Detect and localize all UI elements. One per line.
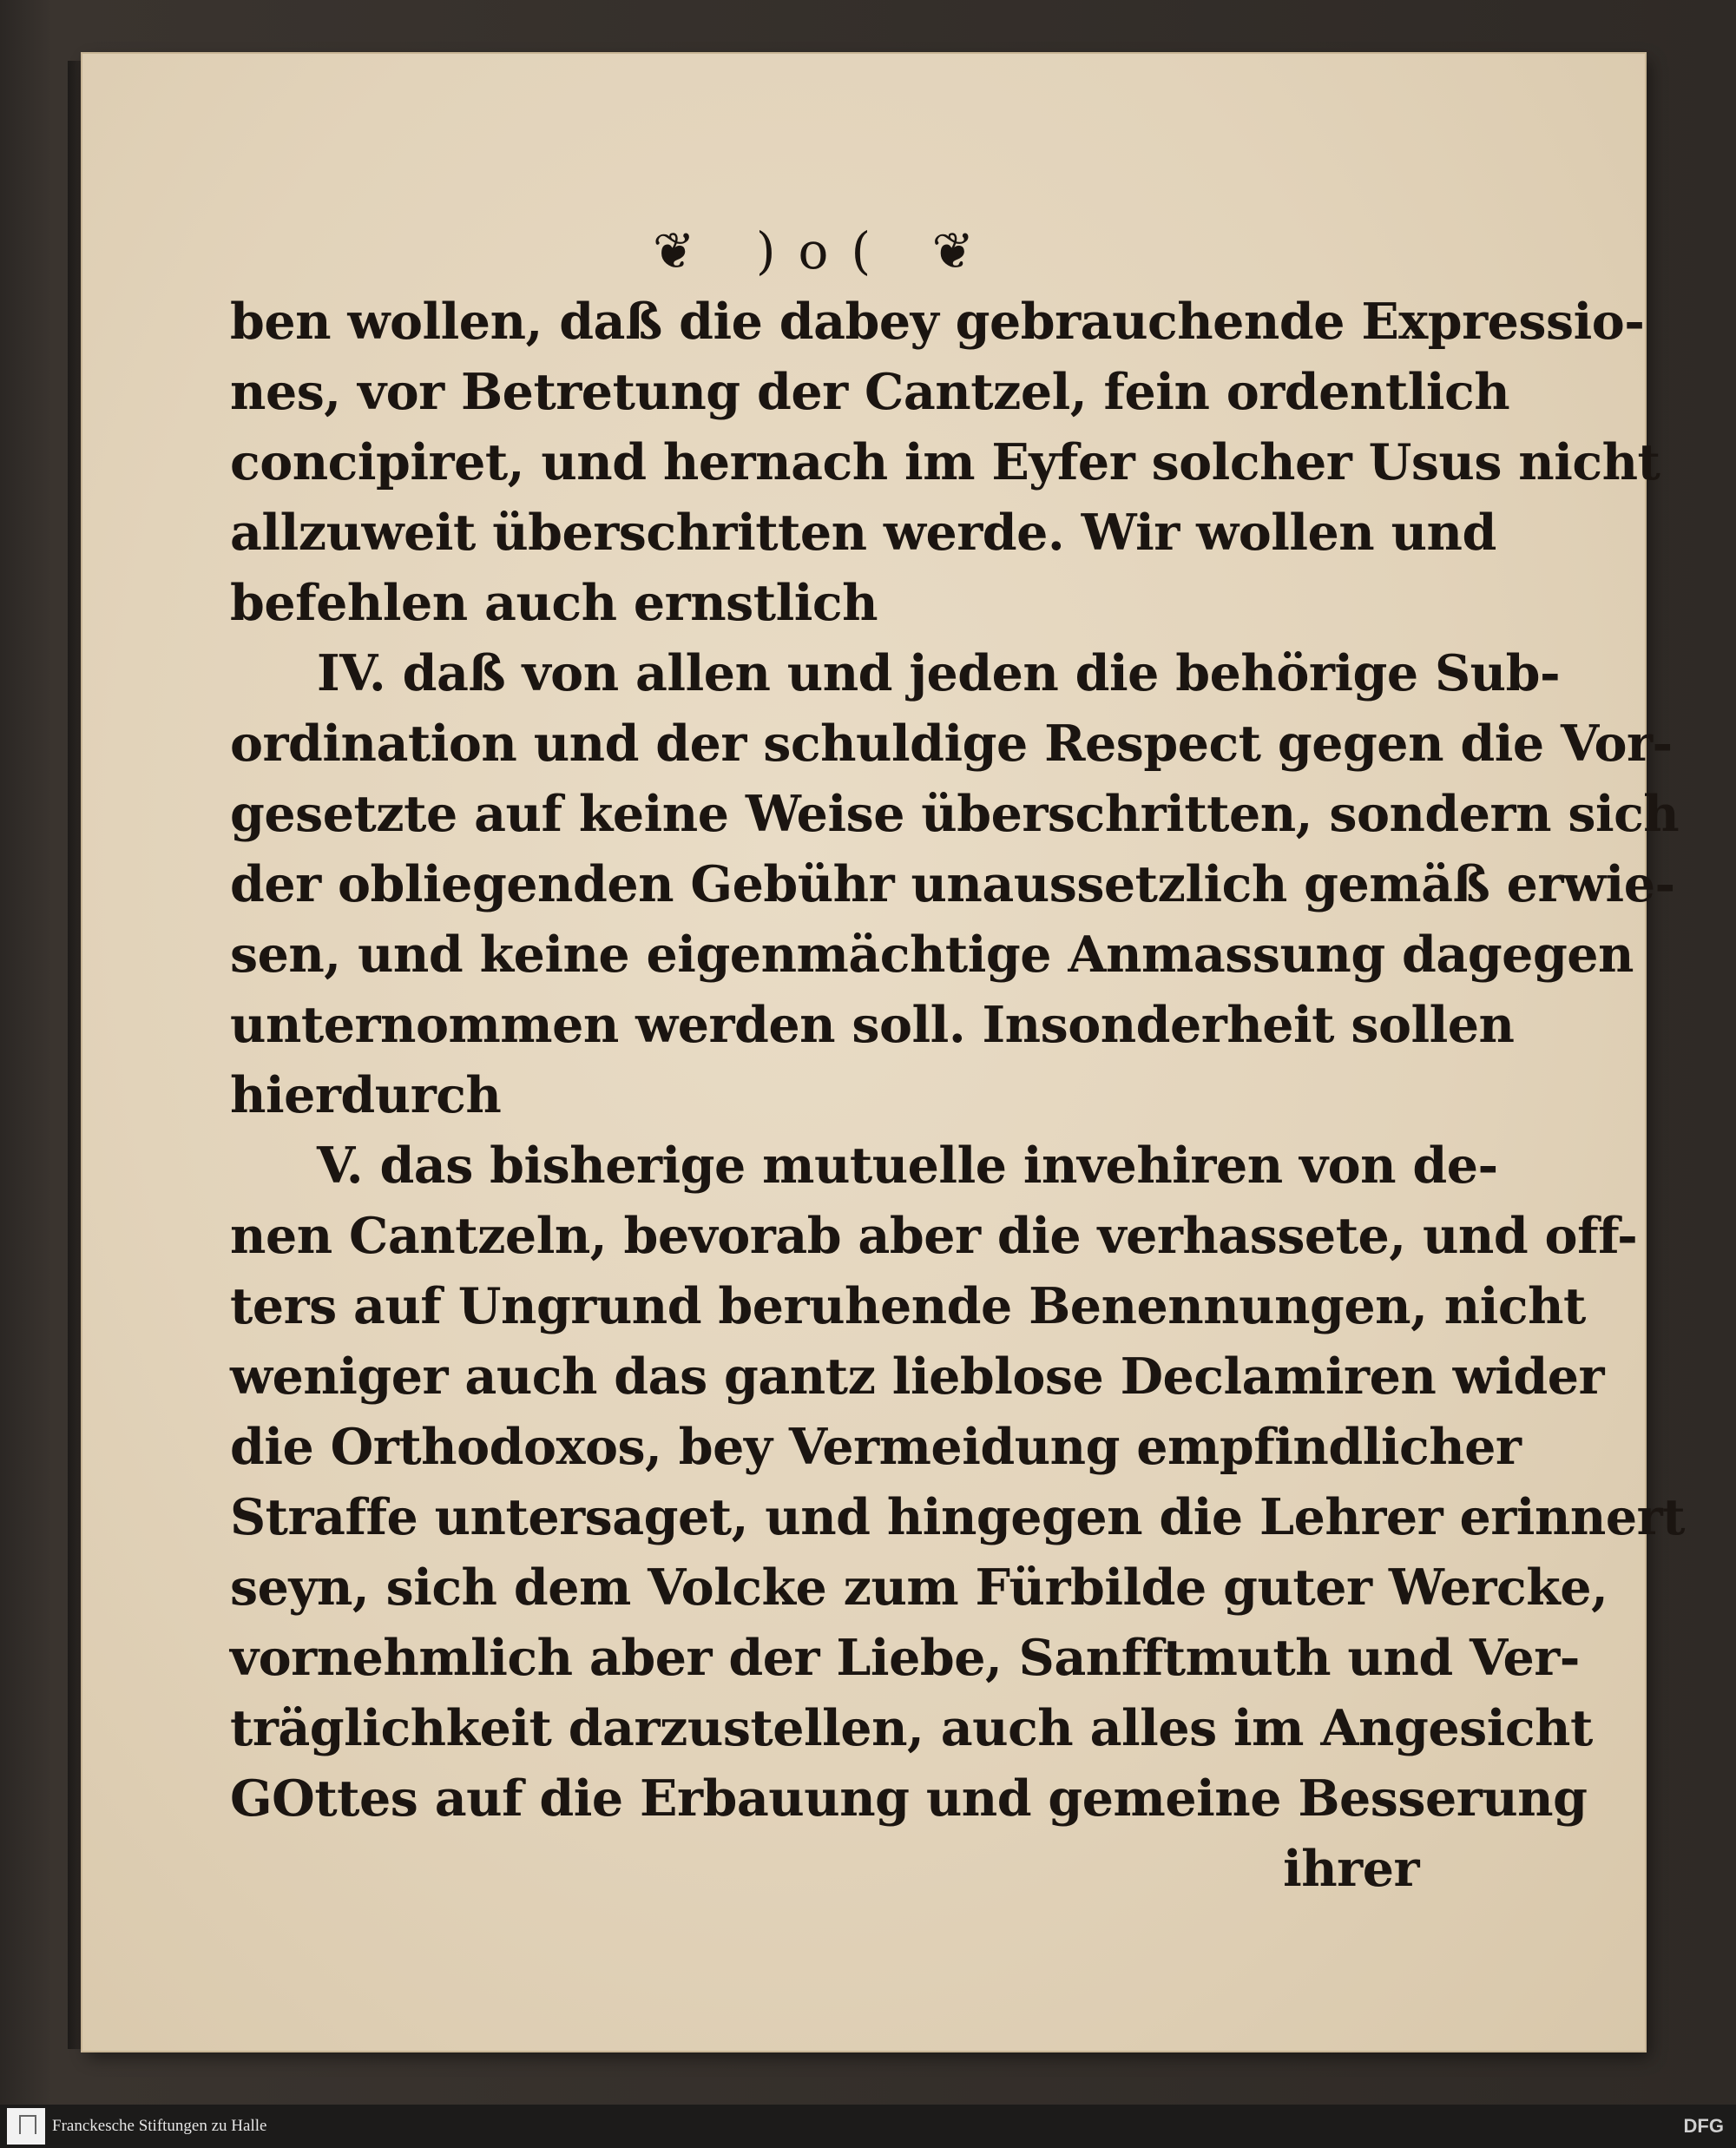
text-line: der obliegenden Gebühr unaussetzlich gemäß erwie- <box>230 855 1675 913</box>
text-line: IV. daß von allen und jeden die behörige Sub- <box>317 644 1561 702</box>
text-line: allzuweit überschritten werde. Wir wollen und <box>230 504 1496 562</box>
dfg-logo: DFG <box>1683 2115 1724 2137</box>
text-line: ben wollen, daß die dabey gebrauchende Expressio- <box>230 293 1645 351</box>
text-line: die Orthodoxos, bey Vermeidung empfindlicher <box>230 1418 1522 1476</box>
text-line: ters auf Ungrund beruhende Benennungen, nicht <box>230 1277 1586 1335</box>
text-line: V. das bisherige mutuelle invehiren von de- <box>317 1137 1498 1195</box>
text-line: seyn, sich dem Volcke zum Fürbilde guter Wercke, <box>230 1558 1608 1617</box>
body-text <box>230 287 1685 1904</box>
institution-logo-icon <box>7 2108 45 2145</box>
page-header-ornament: ❦ )o( ❦ <box>652 221 997 280</box>
text-line: weniger auch das gantz lieblose Declamiren wider <box>230 1347 1604 1406</box>
text-line: hierdurch <box>230 1066 502 1124</box>
text-line: vornehmlich aber der Liebe, Sanfftmuth und Ver- <box>230 1629 1580 1687</box>
text-line: träglichkeit darzustellen, auch alles im Angesicht <box>230 1699 1593 1757</box>
text-line: GOttes auf die Erbauung und gemeine Besserung <box>230 1769 1588 1828</box>
text-line: ordination und der schuldige Respect gegen die Vor- <box>230 715 1673 773</box>
text-line: Straffe untersaget, und hingegen die Lehrer erinnert <box>230 1488 1685 1546</box>
text-line: concipiret, und hernach im Eyfer solcher Usus nicht <box>230 433 1660 491</box>
text-line: befehlen auch ernstlich <box>230 574 878 632</box>
text-line: gesetzte auf keine Weise überschritten, sondern sich <box>230 785 1680 843</box>
text-line: nen Cantzeln, bevorab aber die verhassete, und off- <box>230 1207 1638 1265</box>
viewer-footer <box>0 2105 1736 2148</box>
institution-name: Franckesche Stiftungen zu Halle <box>52 2117 267 2135</box>
text-line: nes, vor Betretung der Cantzel, fein ordentlich <box>230 363 1510 421</box>
text-line: unternommen werden soll. Insonderheit sollen <box>230 996 1515 1054</box>
catchword: ihrer <box>1283 1840 1419 1898</box>
text-line: sen, und keine eigenmächtige Anmassung dagegen <box>230 926 1634 984</box>
